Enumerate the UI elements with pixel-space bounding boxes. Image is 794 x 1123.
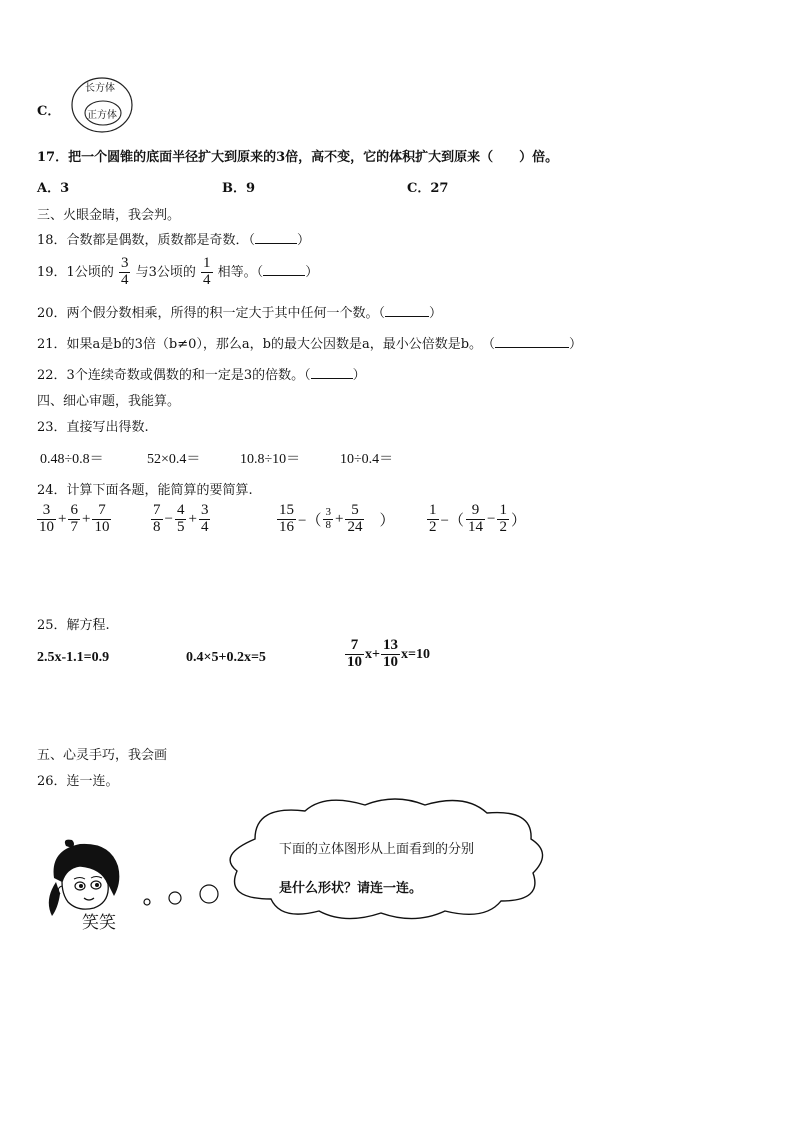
q21-answer-blank[interactable]	[495, 335, 569, 348]
q18-answer-blank[interactable]	[255, 231, 297, 244]
thought-dots-svg	[140, 880, 224, 910]
q19-answer-blank[interactable]	[263, 263, 305, 276]
q23-item-4: 10÷0.4＝	[340, 452, 394, 467]
question-26-title: 26．连一连。	[37, 774, 119, 789]
q24-e4-fraction-1	[427, 503, 439, 536]
question-23-title: 23．直接写出得数.	[37, 420, 149, 435]
q24-e4-f3-den: 2	[499, 518, 507, 535]
q24-expression-2	[150, 503, 211, 536]
question-22	[37, 364, 366, 383]
q24-e1-f1-den: 10	[39, 518, 54, 535]
q24-e1-f3-den: 10	[94, 518, 110, 535]
bubble-text-line-2: 是什么形状？请连一连。	[279, 881, 423, 896]
q24-e4-fraction-2	[466, 503, 485, 536]
q24-e4-op-2: −	[486, 510, 496, 527]
q20-answer-blank[interactable]	[385, 304, 429, 317]
q17-option-a: A．3	[37, 181, 70, 196]
q24-e3-f3-num: 5	[345, 503, 364, 520]
q24-e2-op-1: −	[164, 510, 173, 527]
q24-e4-f1-num: 1	[429, 502, 437, 518]
q20-close: ）	[429, 306, 443, 321]
q24-e3-op-2: +	[334, 510, 344, 527]
q19-close: ）	[305, 264, 319, 280]
q24-e3-fraction-3	[345, 503, 364, 536]
q24-e2-f3-num: 3	[200, 502, 209, 518]
q25-eq3-f1-num: 7	[345, 638, 364, 655]
thought-dot-small	[144, 899, 150, 905]
q23-item-1: 0.48÷0.8＝	[40, 452, 104, 467]
q19-f2-den: 4	[203, 271, 211, 288]
q24-e4-close: ）	[510, 512, 526, 529]
q25-eq3-f2-num: 13	[382, 637, 398, 653]
q23-item-3: 10.8÷10＝	[240, 452, 301, 467]
question-17: 17．把一个圆锥的底面半径扩大到原来的3倍，高不变，它的体积扩大到原来（ ）倍。	[37, 150, 559, 165]
q24-expression-3	[276, 503, 395, 536]
q24-e2-fraction-2	[175, 503, 187, 536]
q24-e2-f2-num: 4	[176, 502, 185, 518]
q25-eq3-f1-den: 10	[347, 653, 362, 670]
q24-e2-f1-den: 8	[153, 518, 161, 535]
q17-option-c: C．27	[407, 181, 449, 196]
q25-equation-2: 0.4×5+0.2x=5	[186, 650, 266, 665]
thought-dot-medium	[169, 892, 181, 904]
q24-e1-fraction-1	[37, 503, 56, 536]
q25-eq3-mid: x+	[365, 646, 380, 662]
inner-circle-label: 正方体	[87, 110, 117, 121]
thought-dots	[140, 880, 224, 910]
q24-e2-f2-den: 5	[176, 518, 185, 535]
q24-e4-fraction-3	[497, 503, 509, 536]
q24-e1-f3-num: 7	[92, 503, 111, 520]
question-25-title: 25．解方程.	[37, 618, 110, 633]
q24-e3-fraction-2	[323, 507, 333, 531]
question-19	[37, 256, 318, 289]
question-18	[37, 229, 310, 248]
q24-expression-4	[426, 503, 527, 536]
q24-e4-op-1: −（	[440, 512, 464, 529]
q19-text-c: 相等。（	[217, 264, 264, 280]
q22-close: ）	[352, 368, 366, 383]
q21-text: 21．如果a是b的3倍（b≠0），那么a，b的最大公因数是a，最小公倍数是b。 （	[37, 337, 496, 352]
q25-eq3-fraction-2	[381, 638, 400, 671]
q24-e3-fraction-1	[277, 503, 296, 536]
q19-f1-den: 4	[120, 271, 129, 288]
q22-text: 22．3个连续奇数或偶数的和一定是3的倍数。（	[37, 368, 311, 383]
q24-e2-fraction-3	[199, 503, 211, 536]
q24-e1-op-2: +	[81, 510, 91, 527]
q19-f2-num: 1	[203, 255, 211, 271]
q19-text-a: 19．1公顷的	[37, 264, 114, 280]
q24-e4-f1-den: 2	[429, 518, 437, 535]
q24-e1-f2-num: 6	[70, 502, 78, 518]
q24-e2-op-2: +	[188, 510, 197, 527]
q22-answer-blank[interactable]	[311, 366, 353, 379]
q25-equation-3	[344, 638, 430, 671]
q23-item-2: 52×0.4＝	[147, 452, 201, 467]
q25-eq3-fraction-1	[345, 638, 364, 671]
q17-option-b: B．9	[222, 181, 256, 196]
q24-e3-f1-den: 16	[279, 518, 294, 535]
cloud-shape	[215, 795, 555, 925]
q24-expression-1	[36, 503, 112, 536]
q24-e4-f3-num: 1	[499, 502, 507, 518]
q25-eq3-tail: x=10	[400, 646, 430, 662]
q24-e3-close: ）	[379, 512, 395, 529]
q19-fraction-2	[201, 256, 213, 289]
outer-circle-label: 长方体	[85, 83, 115, 94]
q24-e1-fraction-3	[92, 503, 111, 536]
girl-character-illustration	[36, 838, 136, 934]
q24-e2-f1-num: 7	[153, 502, 161, 518]
q24-e1-f2-den: 7	[70, 518, 78, 535]
box-cube-venn-diagram	[70, 75, 136, 133]
q24-e4-f2-num: 9	[466, 503, 485, 520]
q24-e3-f2-num: 3	[325, 506, 331, 519]
character-name-label: 笑笑	[82, 913, 116, 933]
q25-equation-1: 2.5x-1.1=0.9	[37, 650, 110, 665]
q24-e2-f3-den: 4	[200, 518, 209, 535]
q20-text: 20．两个假分数相乘，所得的积一定大于其中任何一个数。（	[37, 306, 386, 321]
q24-e3-f2-den: 8	[325, 518, 331, 531]
q19-text-b: 与3公顷的	[135, 264, 196, 280]
q24-e1-f1-num: 3	[37, 503, 56, 520]
q24-e2-fraction-1	[151, 503, 163, 536]
option-c-label: C．	[37, 104, 61, 119]
q21-close: ）	[569, 337, 583, 352]
q24-e4-f2-den: 14	[467, 518, 483, 535]
q18-close: ）	[297, 233, 311, 248]
section-5-heading: 五、心灵手巧，我会画	[37, 748, 168, 763]
q24-e3-op-1: −（	[298, 512, 322, 529]
section-4-heading: 四、细心审题，我能算。	[37, 394, 181, 409]
thought-cloud-bubble	[215, 795, 555, 925]
question-24-title: 24．计算下面各题，能简算的要简算.	[37, 483, 253, 498]
section-3-heading: 三、火眼金睛，我会判。	[37, 208, 181, 223]
question-20	[37, 302, 442, 321]
q24-e3-f3-den: 24	[347, 518, 363, 535]
q24-e1-fraction-2	[68, 503, 80, 536]
q19-f1-num: 3	[120, 255, 129, 271]
q19-fraction-1	[119, 256, 131, 289]
q24-e3-f1-num: 15	[279, 502, 294, 518]
q25-eq3-f2-den: 10	[382, 653, 398, 670]
question-21	[37, 333, 582, 352]
q18-text: 18．合数都是偶数，质数都是奇数．（	[37, 233, 256, 248]
q24-e1-op-1: +	[58, 510, 67, 527]
bubble-text-line-1: 下面的立体图形从上面看到的分别	[279, 842, 475, 857]
